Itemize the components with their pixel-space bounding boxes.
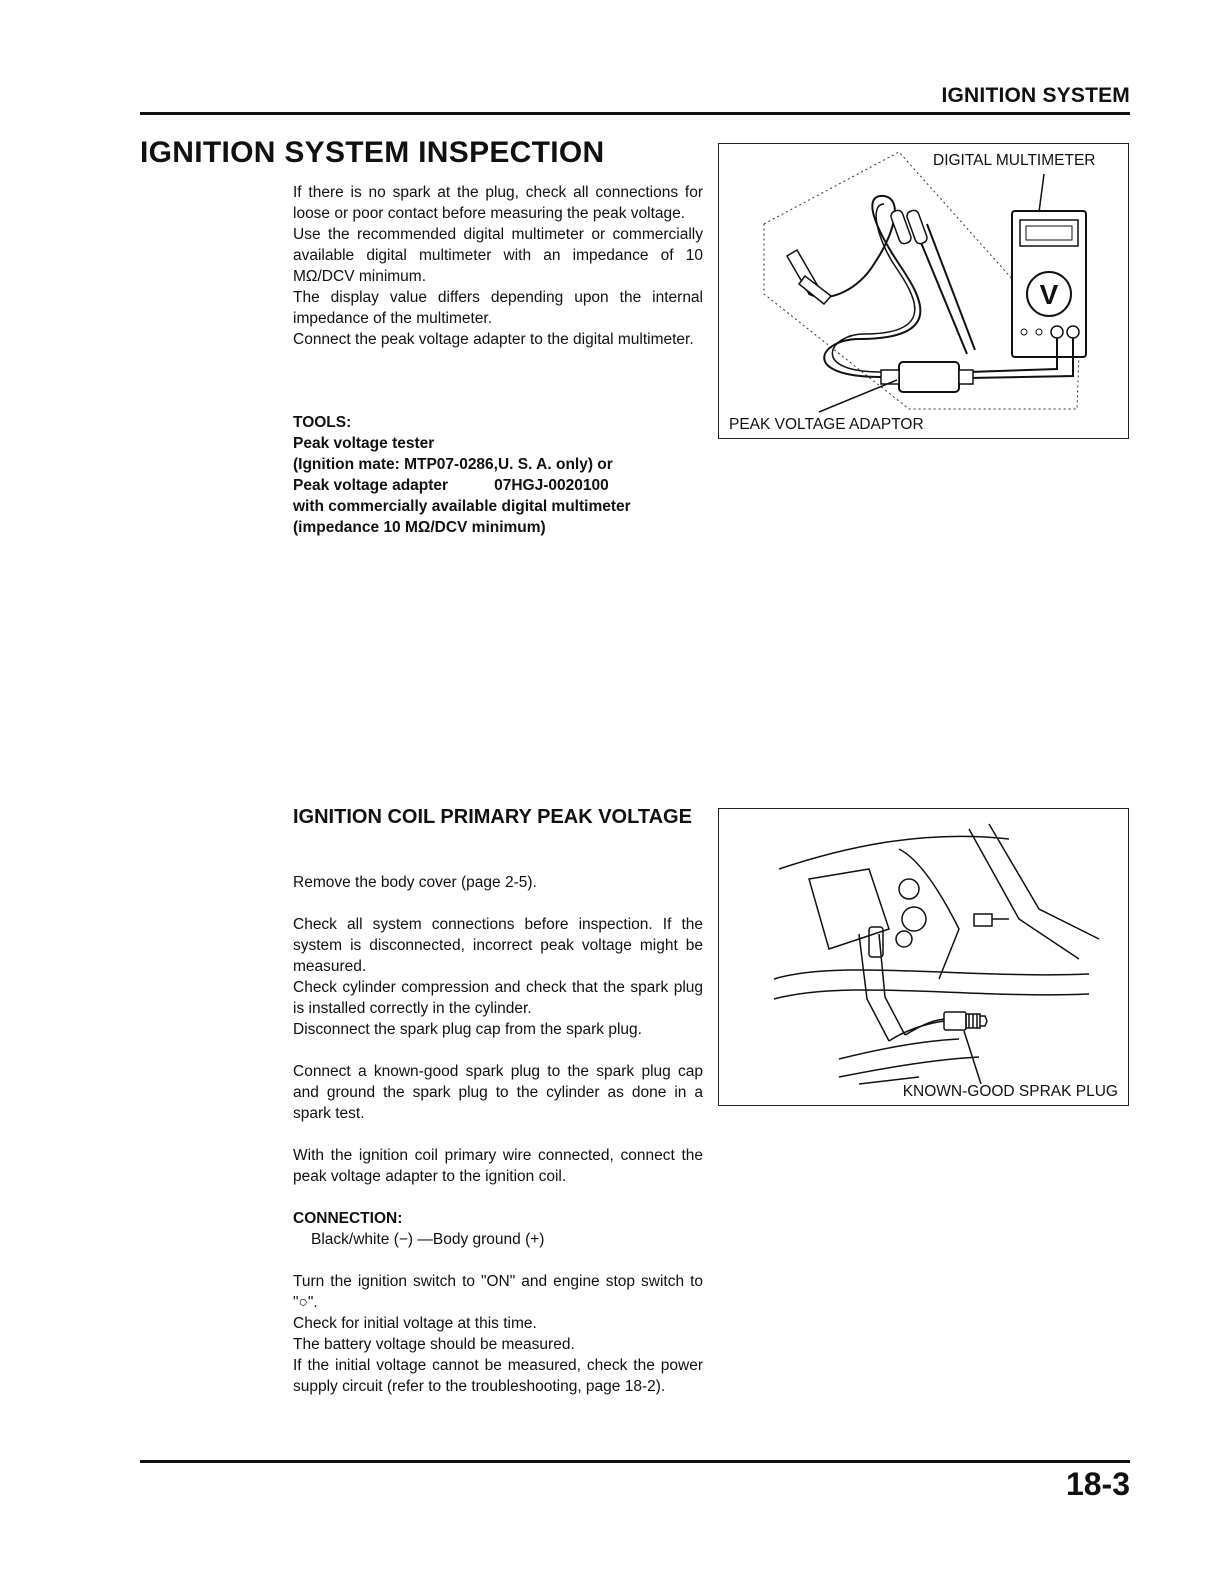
instruction-paragraph: Remove the body cover (page 2-5).: [293, 874, 537, 891]
tool-name: Peak voltage adapter: [293, 477, 449, 494]
instruction-paragraph: Check for initial voltage at this time.: [293, 1315, 537, 1332]
instruction-paragraph: With the ignition coil primary wire connected, connect the peak voltage adapter to the ignition coil.: [293, 1147, 703, 1185]
connection-label: CONNECTION:: [293, 1210, 403, 1227]
instruction-paragraph: Connect a known-good spark plug to the spark plug cap and ground the spark plug to the cylinder as done in a spark test.: [293, 1063, 703, 1122]
section-header-title: IGNITION SYSTEM: [941, 84, 1130, 107]
intro-text: [293, 182, 703, 350]
intro-paragraph: If there is no spark at the plug, check all connections for loose or poor contact before measuring the peak voltage.: [293, 184, 703, 222]
footer-rule: [140, 1460, 1130, 1463]
section-title: IGNITION COIL PRIMARY PEAK VOLTAGE: [293, 806, 692, 828]
spark-plug-label: KNOWN-GOOD SPRAK PLUG: [902, 1083, 1118, 1100]
page-title: IGNITION SYSTEM INSPECTION: [140, 136, 605, 169]
meter-symbol: V: [1039, 279, 1059, 310]
instruction-paragraph: Check cylinder compression and check that the spark plug is installed correctly in the cylinder.: [293, 979, 703, 1017]
tool-line: Peak voltage tester: [293, 435, 435, 452]
instruction-paragraph: The battery voltage should be measured.: [293, 1336, 575, 1353]
page-number: 18-3: [1065, 1466, 1130, 1502]
spark-plug-figure: [718, 808, 1129, 1106]
section2-text: [293, 872, 703, 1397]
tool-line: (impedance 10 MΩ/DCV minimum): [293, 519, 546, 536]
multimeter-illustration: [719, 144, 1128, 438]
intro-paragraph: Connect the peak voltage adapter to the digital multimeter.: [293, 331, 694, 348]
tools-label: TOOLS:: [293, 414, 352, 431]
multimeter-label: DIGITAL MULTIMETER: [933, 152, 1096, 169]
connection-value: Black/white (−) —Body ground (+): [311, 1231, 545, 1248]
tool-row: [293, 475, 703, 496]
adaptor-label: PEAK VOLTAGE ADAPTOR: [729, 416, 924, 433]
instruction-paragraph: Check all system connections before inspection. If the system is disconnected, incorrect peak voltage might be measured.: [293, 916, 703, 975]
header-rule: [140, 112, 1130, 115]
instruction-paragraph: Turn the ignition switch to "ON" and engine stop switch to "○".: [293, 1273, 703, 1311]
tool-line: (Ignition mate: MTP07-0286,U. S. A. only) or: [293, 456, 613, 473]
intro-paragraph: The display value differs depending upon the internal impedance of the multimeter.: [293, 289, 703, 327]
instruction-paragraph: Disconnect the spark plug cap from the spark plug.: [293, 1021, 642, 1038]
instruction-paragraph: If the initial voltage cannot be measured, check the power supply circuit (refer to the troubleshooting, page 18-2).: [293, 1357, 703, 1395]
tools-block: [293, 412, 703, 538]
multimeter-figure: [718, 143, 1129, 439]
engine-illustration: [719, 809, 1128, 1105]
tool-line: with commercially available digital multimeter: [293, 498, 631, 515]
intro-paragraph: Use the recommended digital multimeter or commercially available digital multimeter with an impedance of 10 MΩ/DCV minimum.: [293, 226, 703, 285]
tool-code: 07HGJ-0020100: [494, 477, 609, 494]
